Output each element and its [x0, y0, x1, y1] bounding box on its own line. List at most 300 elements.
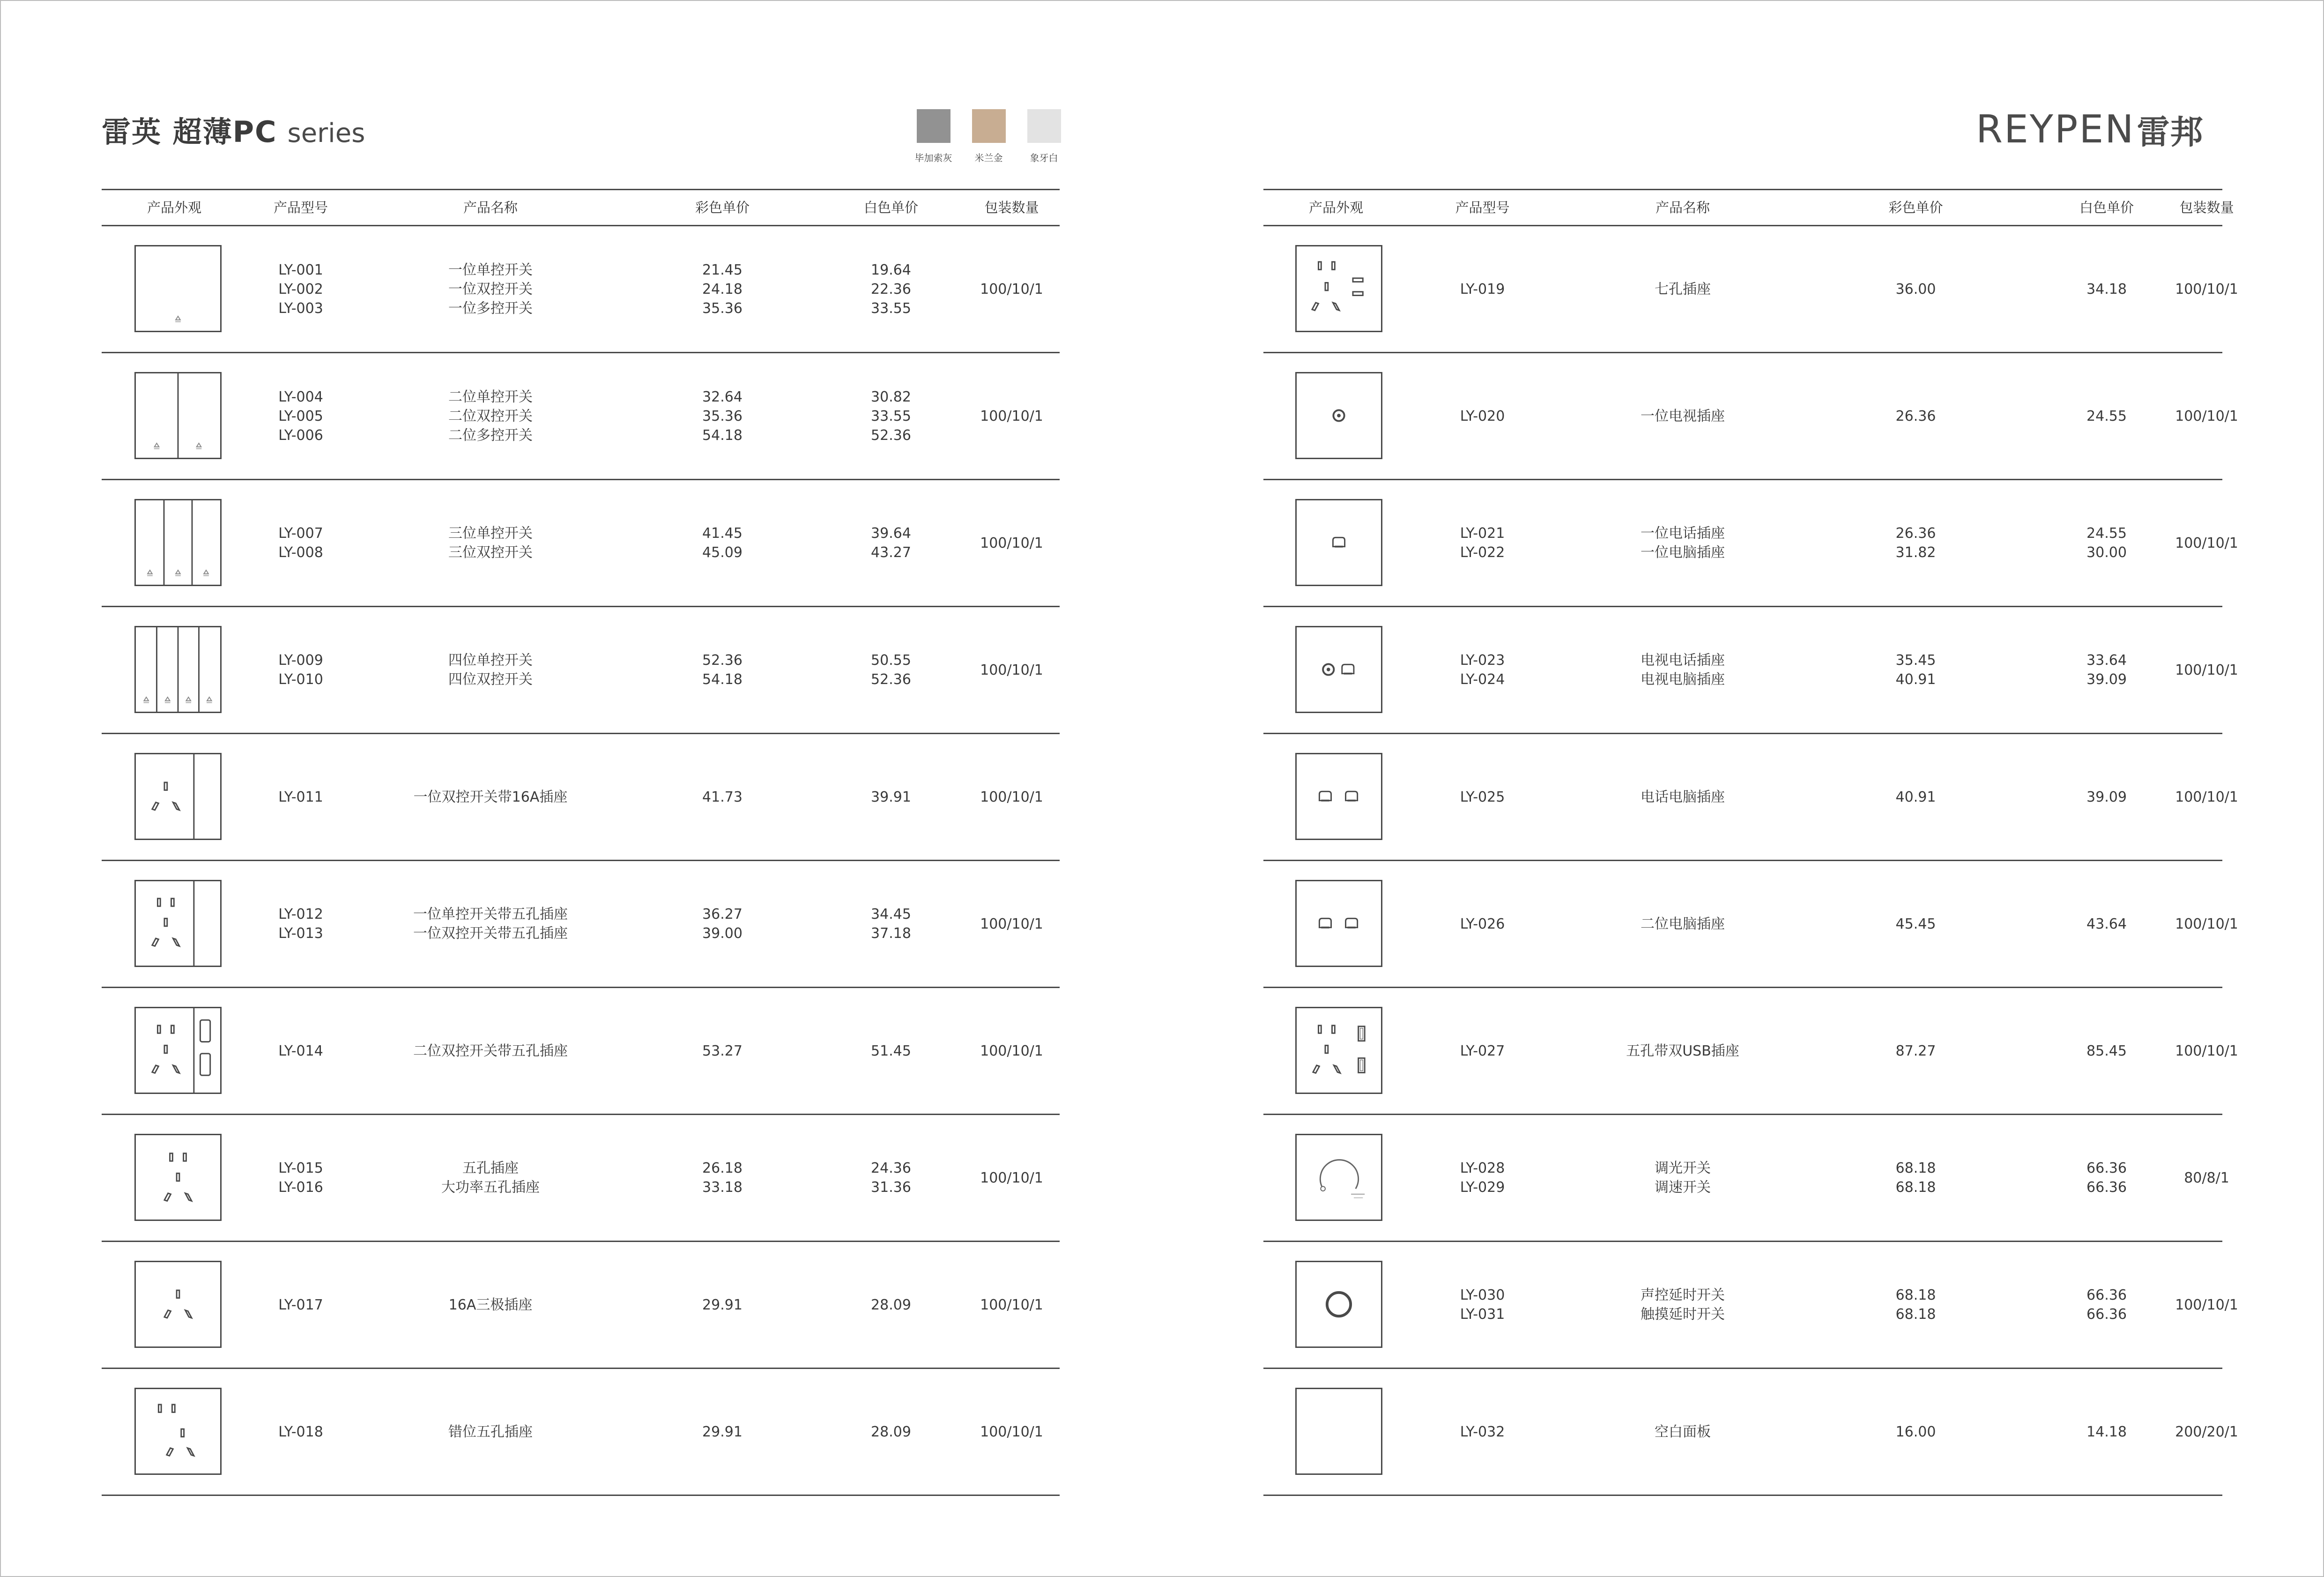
color-price-line: 68.18	[1895, 1160, 1936, 1176]
pack-quantity: 100/10/1	[980, 1169, 1043, 1186]
cell-name	[1556, 734, 1809, 860]
cell-color-price	[1809, 353, 2022, 479]
cell-model	[1409, 480, 1556, 606]
white-price-line: 51.45	[871, 1042, 911, 1059]
model-line: LY-012	[278, 906, 323, 922]
cell-model	[247, 480, 355, 606]
cell-name	[355, 1242, 626, 1368]
cell-pack	[2175, 226, 2238, 352]
pack-quantity: 100/10/1	[2175, 408, 2238, 424]
cell-white-price	[818, 226, 964, 352]
white-price-line: 85.45	[2086, 1042, 2127, 1059]
name-line: 二位多控开关	[448, 427, 533, 444]
name-line: 电视电脑插座	[1641, 671, 1725, 688]
pack-quantity: 100/10/1	[980, 788, 1043, 805]
white-price-line: 33.64	[2086, 652, 2127, 669]
cell-model	[247, 353, 355, 479]
swatch-gold-chip	[972, 109, 1006, 143]
swatch-gray-chip	[917, 109, 950, 143]
color-price-line: 41.73	[702, 788, 742, 805]
color-price-line: 68.18	[1895, 1179, 1936, 1196]
color-swatches	[906, 109, 1072, 164]
white-price-line: 33.55	[871, 408, 911, 424]
price-table-left	[102, 189, 1060, 1496]
pack-quantity: 100/10/1	[980, 281, 1043, 298]
cell-color-price	[626, 607, 818, 733]
model-line: LY-022	[1460, 544, 1505, 561]
product-image-five-offset	[134, 1388, 222, 1475]
color-price-line: 36.27	[702, 906, 742, 922]
model-line: LY-004	[278, 388, 323, 405]
color-price-line: 41.45	[702, 525, 742, 542]
pack-quantity: 100/10/1	[2175, 1296, 2238, 1313]
table-row	[102, 1115, 1060, 1242]
name-line: 四位单控开关	[448, 652, 533, 669]
product-image-switch2	[134, 372, 222, 459]
table-row	[1263, 480, 2238, 607]
brand-logo-chinese: 雷邦	[2137, 112, 2204, 151]
table-row	[102, 1369, 1060, 1496]
cell-white-price	[2022, 734, 2191, 860]
cell-color-price	[1809, 1115, 2022, 1241]
color-price-line: 36.00	[1895, 281, 1936, 298]
color-price-line: 26.18	[702, 1160, 742, 1176]
model-line: LY-006	[278, 427, 323, 444]
name-line: 三位双控开关	[448, 544, 533, 561]
price-table-right	[1263, 189, 2238, 1496]
header-appearance: 产品外观	[1308, 199, 1363, 216]
name-line: 一位单控开关	[448, 261, 533, 278]
cell-name	[355, 353, 626, 479]
color-price-line: 54.18	[702, 671, 742, 688]
cell-color-price	[626, 1242, 818, 1368]
name-line: 空白面板	[1655, 1423, 1711, 1440]
pack-quantity: 200/20/1	[2175, 1423, 2238, 1440]
cell-pack	[964, 1242, 1060, 1368]
cell-name	[355, 1369, 626, 1495]
name-line: 五孔带双USB插座	[1626, 1042, 1739, 1059]
cell-color-price	[626, 353, 818, 479]
color-price-line: 16.00	[1895, 1423, 1936, 1440]
cell-pack	[2175, 988, 2238, 1114]
white-price-line: 39.09	[2086, 788, 2127, 805]
product-image-switch3	[134, 499, 222, 586]
name-line: 一位双控开关	[448, 281, 533, 298]
product-image-rj2	[1295, 880, 1382, 967]
color-price-line: 87.27	[1895, 1042, 1936, 1059]
model-line: LY-013	[278, 925, 323, 942]
pack-quantity: 100/10/1	[980, 1423, 1043, 1440]
product-image-dimmer	[1295, 1134, 1382, 1221]
white-price-line: 52.36	[871, 671, 911, 688]
name-line: 一位单控开关带五孔插座	[413, 906, 568, 922]
cell-white-price	[818, 353, 964, 479]
name-line: 三位单控开关	[448, 525, 533, 542]
table-row	[1263, 861, 2238, 988]
white-price-line: 24.55	[2086, 525, 2127, 542]
cell-pack	[964, 480, 1060, 606]
white-price-line: 39.91	[871, 788, 911, 805]
cell-name	[355, 734, 626, 860]
white-price-line: 33.55	[871, 300, 911, 317]
cell-white-price	[818, 1242, 964, 1368]
cell-white-price	[2022, 480, 2191, 606]
model-line: LY-028	[1460, 1160, 1505, 1176]
cell-color-price	[1809, 480, 2022, 606]
color-price-line: 33.18	[702, 1179, 742, 1196]
cell-color-price	[626, 480, 818, 606]
model-line: LY-017	[278, 1296, 323, 1313]
cell-model	[1409, 226, 1556, 352]
white-price-line: 28.09	[871, 1423, 911, 1440]
cell-name	[355, 1115, 626, 1241]
model-line: LY-009	[278, 652, 323, 669]
pack-quantity: 100/10/1	[2175, 1042, 2238, 1059]
model-line: LY-015	[278, 1160, 323, 1176]
name-line: 七孔插座	[1655, 281, 1711, 298]
cell-white-price	[2022, 1115, 2191, 1241]
header-white-price: 白色单价	[2079, 199, 2134, 216]
swatch-ivory	[1017, 109, 1071, 164]
cell-white-price	[2022, 226, 2191, 352]
cell-name	[355, 607, 626, 733]
name-line: 16A三极插座	[448, 1296, 533, 1313]
color-price-line: 68.18	[1895, 1306, 1936, 1323]
cell-name	[1556, 353, 1809, 479]
cell-white-price	[818, 988, 964, 1114]
color-price-line: 32.64	[702, 388, 742, 405]
pack-quantity: 100/10/1	[980, 408, 1043, 424]
color-price-line: 45.09	[702, 544, 742, 561]
model-line: LY-010	[278, 671, 323, 688]
white-price-line: 66.36	[2086, 1287, 2127, 1303]
cell-color-price	[626, 861, 818, 987]
color-price-line: 26.36	[1895, 408, 1936, 424]
cell-white-price	[818, 734, 964, 860]
name-line: 电话电脑插座	[1641, 788, 1725, 805]
cell-white-price	[818, 1369, 964, 1495]
model-line: LY-029	[1460, 1179, 1505, 1196]
table-row	[102, 734, 1060, 861]
white-price-line: 66.36	[2086, 1160, 2127, 1176]
model-line: LY-032	[1460, 1423, 1505, 1440]
table-row	[1263, 1369, 2238, 1496]
cell-pack	[2175, 353, 2238, 479]
pack-quantity: 100/10/1	[2175, 662, 2238, 678]
swatch-ivory-chip	[1027, 109, 1061, 143]
product-image-rj1	[1295, 499, 1382, 586]
table-row	[1263, 988, 2238, 1115]
model-line: LY-018	[278, 1423, 323, 1440]
cell-color-price	[626, 988, 818, 1114]
product-image-switch1	[134, 245, 222, 332]
product-image-tv-rj	[1295, 626, 1382, 713]
name-line: 五孔插座	[462, 1160, 519, 1176]
product-image-blank	[1295, 1388, 1382, 1475]
cell-model	[1409, 1242, 1556, 1368]
table-row	[1263, 1242, 2238, 1369]
cell-pack	[964, 353, 1060, 479]
pack-quantity: 100/10/1	[2175, 281, 2238, 298]
pack-quantity: 100/10/1	[980, 1296, 1043, 1313]
header-color-price: 彩色单价	[1888, 199, 1943, 216]
cell-color-price	[1809, 988, 2022, 1114]
header-name: 产品名称	[463, 199, 518, 216]
cell-white-price	[818, 861, 964, 987]
brand-logo-latin: REYPEN	[1976, 107, 2135, 152]
table-row	[1263, 226, 2238, 353]
cell-name	[355, 226, 626, 352]
cell-name	[355, 480, 626, 606]
name-line: 调光开关	[1655, 1160, 1711, 1176]
pack-quantity: 80/8/1	[2184, 1169, 2229, 1186]
cell-model	[1409, 1115, 1556, 1241]
table-row	[1263, 1115, 2229, 1242]
model-line: LY-020	[1460, 408, 1505, 424]
cell-model	[247, 226, 355, 352]
cell-color-price	[626, 1369, 818, 1495]
model-line: LY-030	[1460, 1287, 1505, 1303]
name-line: 错位五孔插座	[448, 1423, 533, 1440]
white-price-line: 66.36	[2086, 1306, 2127, 1323]
pack-quantity: 100/10/1	[980, 535, 1043, 551]
white-price-line: 31.36	[871, 1179, 911, 1196]
name-line: 调速开关	[1655, 1179, 1711, 1196]
color-price-line: 40.91	[1895, 671, 1936, 688]
model-line: LY-008	[278, 544, 323, 561]
model-line: LY-003	[278, 300, 323, 317]
product-image-five	[134, 1134, 222, 1221]
name-line: 一位双控开关带五孔插座	[413, 925, 568, 942]
cell-model	[1409, 988, 1556, 1114]
product-image-socket16-switch	[134, 753, 222, 840]
color-price-line: 29.91	[702, 1423, 742, 1440]
name-line: 声控延时开关	[1641, 1287, 1725, 1303]
header-pack: 包装数量	[984, 199, 1039, 216]
cell-name	[1556, 1369, 1809, 1495]
cell-pack	[2175, 480, 2238, 606]
white-price-line: 39.64	[871, 525, 911, 542]
model-line: LY-024	[1460, 671, 1505, 688]
model-line: LY-014	[278, 1042, 323, 1059]
model-line: LY-019	[1460, 281, 1505, 298]
cell-pack	[964, 226, 1060, 352]
white-price-line: 50.55	[871, 652, 911, 669]
cell-pack	[2175, 1242, 2238, 1368]
table-row	[102, 988, 1060, 1115]
product-image-seven	[1295, 245, 1382, 332]
name-line: 触摸延时开关	[1641, 1306, 1725, 1323]
cell-pack	[2184, 1115, 2229, 1241]
cell-model	[247, 1242, 355, 1368]
cell-model	[1409, 353, 1556, 479]
cell-model	[1409, 1369, 1556, 1495]
cell-color-price	[1809, 1369, 2022, 1495]
cell-white-price	[2022, 353, 2191, 479]
color-price-line: 29.91	[702, 1296, 742, 1313]
cell-color-price	[626, 226, 818, 352]
table-header	[1263, 189, 2234, 226]
cell-name	[355, 861, 626, 987]
product-image-five-switch	[134, 880, 222, 967]
name-line: 四位双控开关	[448, 671, 533, 688]
cell-name	[355, 988, 626, 1114]
cell-white-price	[2022, 1369, 2191, 1495]
cell-color-price	[626, 1115, 818, 1241]
cell-model	[247, 1115, 355, 1241]
header-model: 产品型号	[273, 199, 328, 216]
cell-color-price	[1809, 734, 2022, 860]
header-pack: 包装数量	[2179, 199, 2234, 216]
pack-quantity: 100/10/1	[980, 1042, 1043, 1059]
model-line: LY-025	[1460, 788, 1505, 805]
name-line: 二位单控开关	[448, 388, 533, 405]
table-row	[102, 353, 1060, 480]
color-price-line: 35.36	[702, 408, 742, 424]
color-price-line: 68.18	[1895, 1287, 1936, 1303]
white-price-line: 22.36	[871, 281, 911, 298]
cell-name	[1556, 1242, 1809, 1368]
name-line: 二位双控开关带五孔插座	[413, 1042, 568, 1059]
cell-white-price	[818, 1115, 964, 1241]
cell-white-price	[2022, 861, 2191, 987]
header-color-price: 彩色单价	[695, 199, 750, 216]
table-row	[102, 1242, 1060, 1369]
model-line: LY-021	[1460, 525, 1505, 542]
table-row	[102, 226, 1060, 353]
header-white-price: 白色单价	[863, 199, 918, 216]
page-title	[102, 109, 365, 151]
cell-model	[247, 734, 355, 860]
cell-pack	[964, 861, 1060, 987]
table-row	[1263, 607, 2238, 734]
name-line: 一位电视插座	[1641, 408, 1725, 424]
model-line: LY-027	[1460, 1042, 1505, 1059]
white-price-line: 19.64	[871, 261, 911, 278]
name-line: 一位电话插座	[1641, 525, 1725, 542]
table-header	[102, 189, 1060, 226]
model-line: LY-001	[278, 261, 323, 278]
cell-name	[1556, 861, 1809, 987]
product-image-ring	[1295, 1261, 1382, 1348]
model-line: LY-002	[278, 281, 323, 298]
model-line: LY-031	[1460, 1306, 1505, 1323]
color-price-line: 45.45	[1895, 915, 1936, 932]
swatch-gray	[906, 109, 960, 164]
name-line: 一位电脑插座	[1641, 544, 1725, 561]
table-row	[102, 861, 1060, 988]
white-price-line: 52.36	[871, 427, 911, 444]
white-price-line: 37.18	[871, 925, 911, 942]
swatch-gray-label: 毕加索灰	[914, 152, 952, 164]
product-image-tv	[1295, 372, 1382, 459]
cell-color-price	[626, 734, 818, 860]
white-price-line: 24.36	[871, 1160, 911, 1176]
product-image-socket16	[134, 1261, 222, 1348]
color-price-line: 52.36	[702, 652, 742, 669]
product-image-rj2	[1295, 753, 1382, 840]
cell-model	[247, 607, 355, 733]
cell-pack	[2175, 734, 2238, 860]
pack-quantity: 100/10/1	[980, 915, 1043, 932]
title-series: series	[287, 118, 365, 149]
product-image-five-switch2	[134, 1007, 222, 1094]
cell-model	[247, 1369, 355, 1495]
cell-pack	[2175, 607, 2238, 733]
cell-color-price	[1809, 607, 2022, 733]
model-line: LY-005	[278, 408, 323, 424]
cell-color-price	[1809, 861, 2022, 987]
cell-model	[1409, 607, 1556, 733]
white-price-line: 43.27	[871, 544, 911, 561]
cell-color-price	[1809, 226, 2022, 352]
cell-model	[247, 988, 355, 1114]
name-line: 一位多控开关	[448, 300, 533, 317]
table-row	[1263, 734, 2238, 861]
model-line: LY-011	[278, 788, 323, 805]
white-price-line: 30.00	[2086, 544, 2127, 561]
color-price-line: 24.18	[702, 281, 742, 298]
white-price-line: 43.64	[2086, 915, 2127, 932]
header-model: 产品型号	[1455, 199, 1510, 216]
color-price-line: 39.00	[702, 925, 742, 942]
swatch-gold-label: 米兰金	[974, 152, 1003, 164]
name-line: 电视电话插座	[1641, 652, 1725, 669]
pack-quantity: 100/10/1	[2175, 535, 2238, 551]
model-line: LY-007	[278, 525, 323, 542]
white-price-line: 28.09	[871, 1296, 911, 1313]
title-chinese: 雷英 超薄PC	[102, 115, 277, 149]
cell-white-price	[2022, 988, 2191, 1114]
white-price-line: 24.55	[2086, 408, 2127, 424]
cell-name	[1556, 607, 1809, 733]
color-price-line: 21.45	[702, 261, 742, 278]
white-price-line: 39.09	[2086, 671, 2127, 688]
cell-color-price	[1809, 1242, 2022, 1368]
color-price-line: 31.82	[1895, 544, 1936, 561]
cell-white-price	[818, 607, 964, 733]
cell-name	[1556, 988, 1809, 1114]
name-line: 二位双控开关	[448, 408, 533, 424]
white-price-line: 34.45	[871, 906, 911, 922]
cell-name	[1556, 1115, 1809, 1241]
name-line: 一位双控开关带16A插座	[413, 788, 568, 805]
header-name: 产品名称	[1655, 199, 1710, 216]
color-price-line: 35.45	[1895, 652, 1936, 669]
swatch-gold	[962, 109, 1016, 164]
cell-name	[1556, 480, 1809, 606]
cell-pack	[964, 1369, 1060, 1495]
cell-name	[1556, 226, 1809, 352]
model-line: LY-023	[1460, 652, 1505, 669]
product-image-five-usb	[1295, 1007, 1382, 1094]
table-row	[1263, 353, 2238, 480]
name-line: 二位电脑插座	[1641, 915, 1725, 932]
cell-pack	[2175, 861, 2238, 987]
cell-white-price	[818, 480, 964, 606]
color-price-line: 53.27	[702, 1042, 742, 1059]
swatch-ivory-label: 象牙白	[1030, 152, 1058, 164]
table-row	[102, 607, 1060, 734]
color-price-line: 26.36	[1895, 525, 1936, 542]
table-row	[102, 480, 1060, 607]
model-line: LY-016	[278, 1179, 323, 1196]
cell-pack	[964, 734, 1060, 860]
white-price-line: 14.18	[2086, 1423, 2127, 1440]
name-line: 大功率五孔插座	[441, 1179, 540, 1196]
white-price-line: 66.36	[2086, 1179, 2127, 1196]
cell-white-price	[2022, 607, 2191, 733]
